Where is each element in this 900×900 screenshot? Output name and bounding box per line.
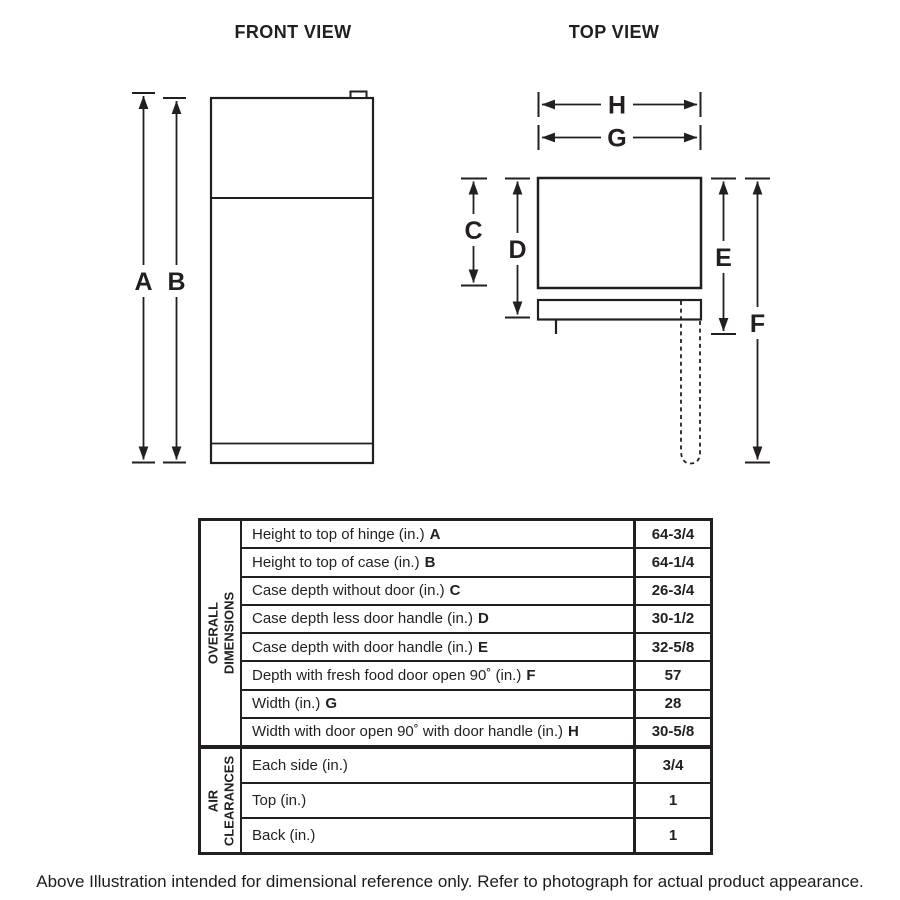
- table-row: [242, 749, 710, 782]
- table-row: [242, 689, 710, 717]
- spec-label: [242, 634, 633, 660]
- topview-case-outline: [538, 178, 701, 288]
- spec-label-text: Case depth without door (in.): [252, 582, 445, 600]
- top-view-title: TOP VIEW: [568, 22, 660, 42]
- table-row: [242, 632, 710, 660]
- dim-a: [131, 93, 156, 463]
- spec-label: [242, 606, 633, 632]
- spec-value: 26-3/4: [633, 578, 710, 604]
- table-row: [242, 576, 710, 604]
- table-row: [242, 717, 710, 745]
- spec-label: [242, 662, 633, 688]
- spec-value: 32-5/8: [633, 634, 710, 660]
- header-line: DIMENSIONS: [220, 591, 236, 675]
- overall-dimensions-section: [201, 521, 710, 745]
- dim-label-b: B: [167, 268, 186, 296]
- dim-f: [744, 179, 771, 463]
- spec-label-text: Top (in.): [252, 792, 307, 809]
- table-row: [242, 817, 710, 852]
- dim-e: [710, 179, 737, 335]
- spec-label-text: Each side (in.): [252, 757, 348, 774]
- overall-dimensions-header: [201, 521, 242, 745]
- dim-g: [539, 122, 701, 153]
- table-row: [242, 660, 710, 688]
- dim-label-c: C: [464, 217, 483, 245]
- header-line: AIR: [204, 789, 220, 812]
- dimension-letter: E: [477, 638, 488, 656]
- spec-value: 57: [633, 662, 710, 688]
- spec-label: [242, 521, 633, 547]
- fridge-case-outline: [211, 98, 373, 463]
- overall-dimensions-rows: [242, 521, 710, 745]
- dim-label-f: F: [749, 310, 766, 338]
- dimension-letter: H: [568, 723, 579, 741]
- air-clearances-rows: [242, 749, 710, 852]
- spec-label: [242, 819, 633, 852]
- fridge-hinge: [351, 92, 367, 99]
- spec-value: 3/4: [633, 749, 710, 782]
- spec-label-text: Back (in.): [252, 827, 316, 844]
- dimension-letter: D: [477, 610, 489, 628]
- spec-value: 64-3/4: [633, 521, 710, 547]
- spec-label-text: Width (in.): [252, 695, 321, 713]
- spec-value: 64-1/4: [633, 549, 710, 575]
- dimension-letter: F: [526, 666, 536, 684]
- air-clearances-section: [201, 749, 710, 852]
- spec-label: [242, 578, 633, 604]
- header-line: CLEARANCES: [220, 755, 236, 846]
- topview-door-open-dashed-outline: [681, 301, 700, 464]
- dim-label-h: H: [607, 91, 627, 120]
- dimension-letter: C: [449, 582, 461, 600]
- dimension-letter: B: [424, 553, 436, 571]
- spec-label-text: Height to top of case (in.): [252, 553, 420, 571]
- spec-label: [242, 691, 633, 717]
- dim-d: [504, 179, 531, 318]
- table-row: [242, 782, 710, 817]
- dim-label-a: A: [134, 268, 153, 296]
- spec-label: [242, 549, 633, 575]
- dim-label-g: G: [607, 124, 627, 153]
- table-row: [242, 604, 710, 632]
- spec-label-text: Case depth with door handle (in.): [252, 638, 473, 656]
- topview-door-outline: [538, 300, 701, 320]
- table-row: [242, 521, 710, 547]
- dim-h: [539, 89, 701, 120]
- spec-label: [242, 749, 633, 782]
- spec-label-text: Height to top of hinge (in.): [252, 525, 425, 543]
- dimensions-table: [198, 518, 713, 855]
- footnote-text: Above Illustration intended for dimensional reference only. Refer to photograph for actual product appearance.: [36, 872, 864, 891]
- spec-value: 30-5/8: [633, 719, 710, 745]
- dim-label-e: E: [715, 244, 732, 272]
- front-view-title: FRONT VIEW: [234, 22, 352, 42]
- dim-c: [460, 179, 487, 286]
- spec-label-text: Depth with fresh food door open 90˚ (in.): [252, 666, 522, 684]
- dim-label-d: D: [508, 236, 527, 264]
- spec-label-text: Case depth less door handle (in.): [252, 610, 473, 628]
- spec-value: 1: [633, 784, 710, 817]
- spec-label: [242, 719, 633, 745]
- dimension-letter: G: [325, 695, 338, 713]
- spec-value: 28: [633, 691, 710, 717]
- spec-value: 1: [633, 819, 710, 852]
- spec-value: 30-1/2: [633, 606, 710, 632]
- dimension-letter: A: [429, 525, 441, 543]
- dim-b: [163, 98, 189, 463]
- air-clearances-header: [201, 749, 242, 852]
- spec-label: [242, 784, 633, 817]
- table-row: [242, 547, 710, 575]
- spec-label-text: Width with door open 90˚ with door handle (in.): [252, 723, 564, 741]
- header-line: OVERALL: [204, 601, 220, 665]
